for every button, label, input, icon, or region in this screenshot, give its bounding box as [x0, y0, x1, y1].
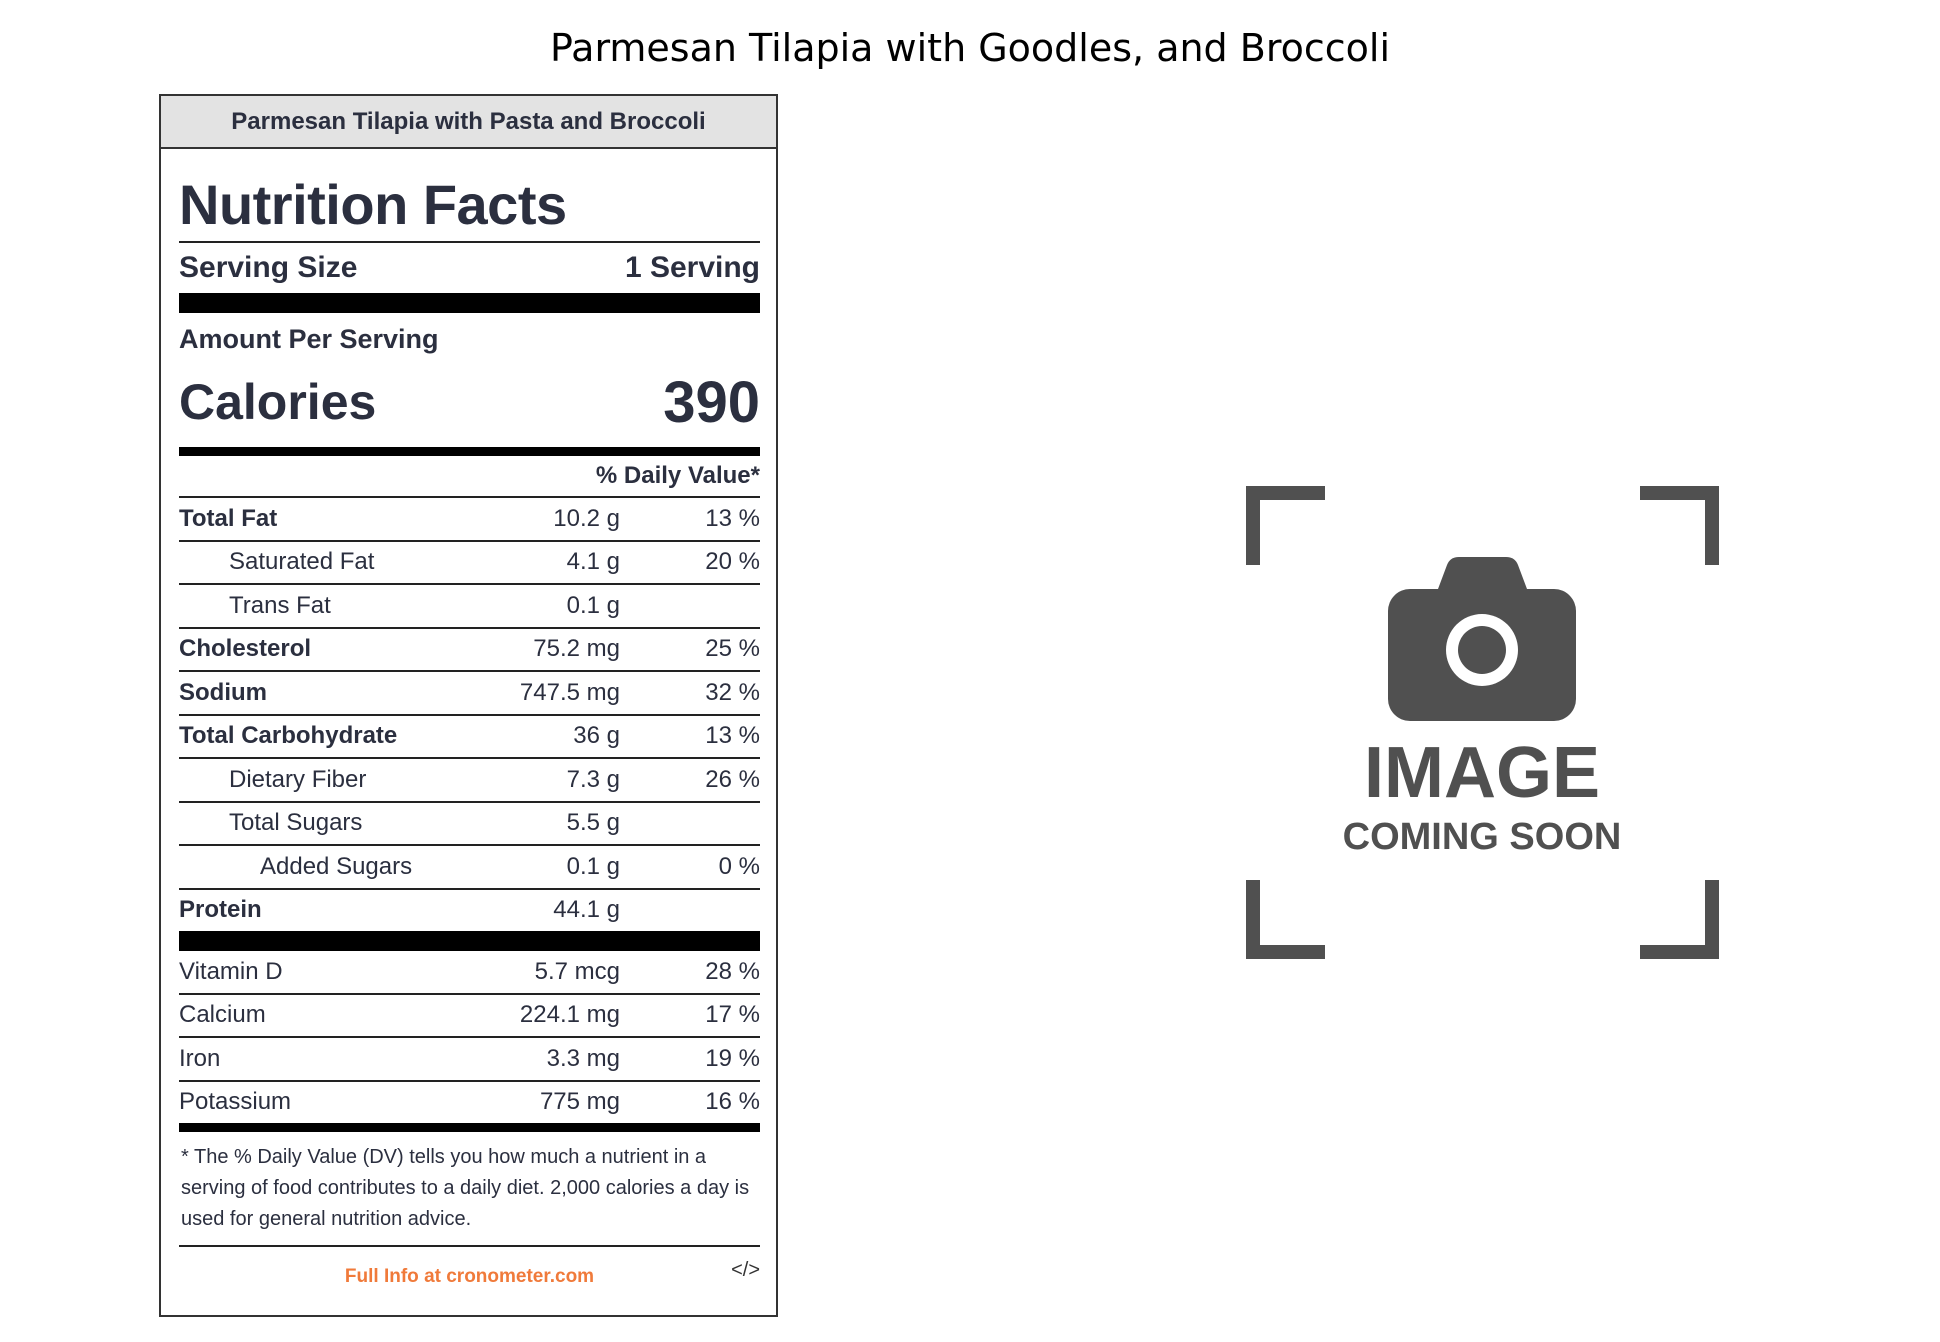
placeholder-graphic	[1245, 485, 1720, 960]
nutrient-row-total-sugars	[179, 801, 760, 845]
nutrient-amount: 5.5 g	[566, 809, 620, 837]
nutrient-amount: 36 g	[573, 722, 620, 750]
vitamin-amount: 5.7 mcg	[534, 957, 620, 985]
nutrient-daily-value: 13 %	[705, 722, 760, 750]
divider-thick	[179, 931, 760, 951]
nutrient-row-saturated-fat	[179, 540, 760, 584]
divider-thick	[179, 293, 760, 313]
nutrient-daily-value: 0 %	[718, 852, 760, 880]
vitamin-row-vitamin-d	[179, 951, 760, 993]
nutrient-name: Trans Fat	[229, 591, 331, 619]
nutrient-amount: 75.2 mg	[533, 635, 620, 663]
nutrient-daily-value: 26 %	[705, 765, 760, 793]
nutrient-daily-value: 25 %	[705, 635, 760, 663]
vitamin-daily-value: 19 %	[705, 1044, 760, 1072]
nutrient-name: Total Carbohydrate	[179, 722, 398, 750]
vitamin-row-iron	[179, 1036, 760, 1080]
nutrient-amount: 10.2 g	[553, 504, 620, 532]
daily-value-footnote: * The % Daily Value (DV) tells you how much a nutrient in a serving of food contributes to a daily diet. 2,000 calories a day is used for general nutrition advice.	[181, 1146, 750, 1230]
label-footer	[179, 1253, 760, 1301]
vitamin-list	[179, 951, 760, 1123]
calories-label: Calories	[179, 374, 377, 430]
calories-row	[179, 357, 760, 447]
nutrient-row-total-fat	[179, 496, 760, 540]
vitamin-name: Potassium	[179, 1088, 292, 1116]
divider	[179, 1245, 760, 1247]
nutrition-facts-title: Nutrition Facts	[179, 173, 567, 236]
calories-value: 390	[663, 369, 760, 435]
nutrient-daily-value: 20 %	[705, 548, 760, 576]
nutrient-name: Sodium	[179, 678, 267, 706]
nutrient-name: Total Sugars	[229, 809, 363, 837]
nutrient-amount: 4.1 g	[566, 548, 620, 576]
vitamin-amount: 775 mg	[539, 1088, 620, 1116]
nutrient-amount: 0.1 g	[566, 591, 620, 619]
nutrient-list	[179, 496, 760, 931]
vitamin-row-calcium	[179, 993, 760, 1037]
nutrient-row-cholesterol	[179, 627, 760, 671]
vitamin-row-potassium	[179, 1080, 760, 1124]
embed-code-icon[interactable]: </>	[731, 1259, 760, 1281]
nutrient-name: Protein	[179, 896, 262, 924]
placeholder-line2: COMING SOON	[1342, 816, 1622, 858]
label-header: Parmesan Tilapia with Pasta and Broccoli	[161, 96, 776, 149]
vitamin-daily-value: 17 %	[705, 1001, 760, 1029]
serving-size-row	[179, 243, 760, 293]
nutrient-amount: 0.1 g	[566, 852, 620, 880]
frame-corner-bottom-right	[1640, 880, 1712, 952]
serving-size-value: 1 Serving	[624, 251, 760, 284]
nutrient-row-added-sugars	[179, 844, 760, 888]
nutrient-daily-value: 32 %	[705, 678, 760, 706]
frame-corner-top-left	[1253, 493, 1325, 565]
vitamin-amount: 224.1 mg	[519, 1001, 620, 1029]
nutrient-row-protein	[179, 888, 760, 932]
vitamin-name: Vitamin D	[179, 957, 283, 985]
vitamin-daily-value: 28 %	[705, 957, 760, 985]
cronometer-link[interactable]: Full Info at cronometer.com	[344, 1266, 595, 1287]
divider-medium	[179, 1123, 760, 1132]
nutrient-daily-value: 13 %	[705, 504, 760, 532]
vitamin-amount: 3.3 mg	[546, 1044, 620, 1072]
vitamin-daily-value: 16 %	[705, 1088, 760, 1116]
nutrient-amount: 747.5 mg	[519, 678, 620, 706]
nutrient-row-dietary-fiber	[179, 757, 760, 801]
placeholder-line1: IMAGE	[1363, 733, 1601, 813]
nutrient-name: Added Sugars	[260, 852, 413, 880]
amount-per-serving: Amount Per Serving	[179, 323, 439, 354]
frame-corner-top-right	[1640, 493, 1712, 565]
daily-value-header: % Daily Value*	[595, 462, 760, 489]
nutrient-row-trans-fat	[179, 583, 760, 627]
nutrient-amount: 7.3 g	[566, 765, 620, 793]
nutrient-name: Dietary Fiber	[229, 765, 367, 793]
nutrient-row-sodium	[179, 670, 760, 714]
nutrition-label	[159, 94, 778, 1317]
nutrient-name: Saturated Fat	[229, 548, 375, 576]
nutrient-name: Total Fat	[179, 504, 278, 532]
nutrient-row-total-carbohydrate	[179, 714, 760, 758]
vitamin-name: Iron	[179, 1044, 221, 1072]
page-title: Parmesan Tilapia with Goodles, and Broccoli	[549, 26, 1391, 70]
image-coming-soon-placeholder	[1245, 485, 1720, 960]
nutrient-amount: 44.1 g	[553, 896, 620, 924]
vitamin-name: Calcium	[179, 1001, 266, 1029]
serving-size-label: Serving Size	[179, 251, 358, 284]
camera-icon	[1388, 557, 1576, 721]
frame-corner-bottom-left	[1253, 880, 1325, 952]
nutrient-name: Cholesterol	[179, 635, 312, 663]
divider-medium	[179, 447, 760, 456]
